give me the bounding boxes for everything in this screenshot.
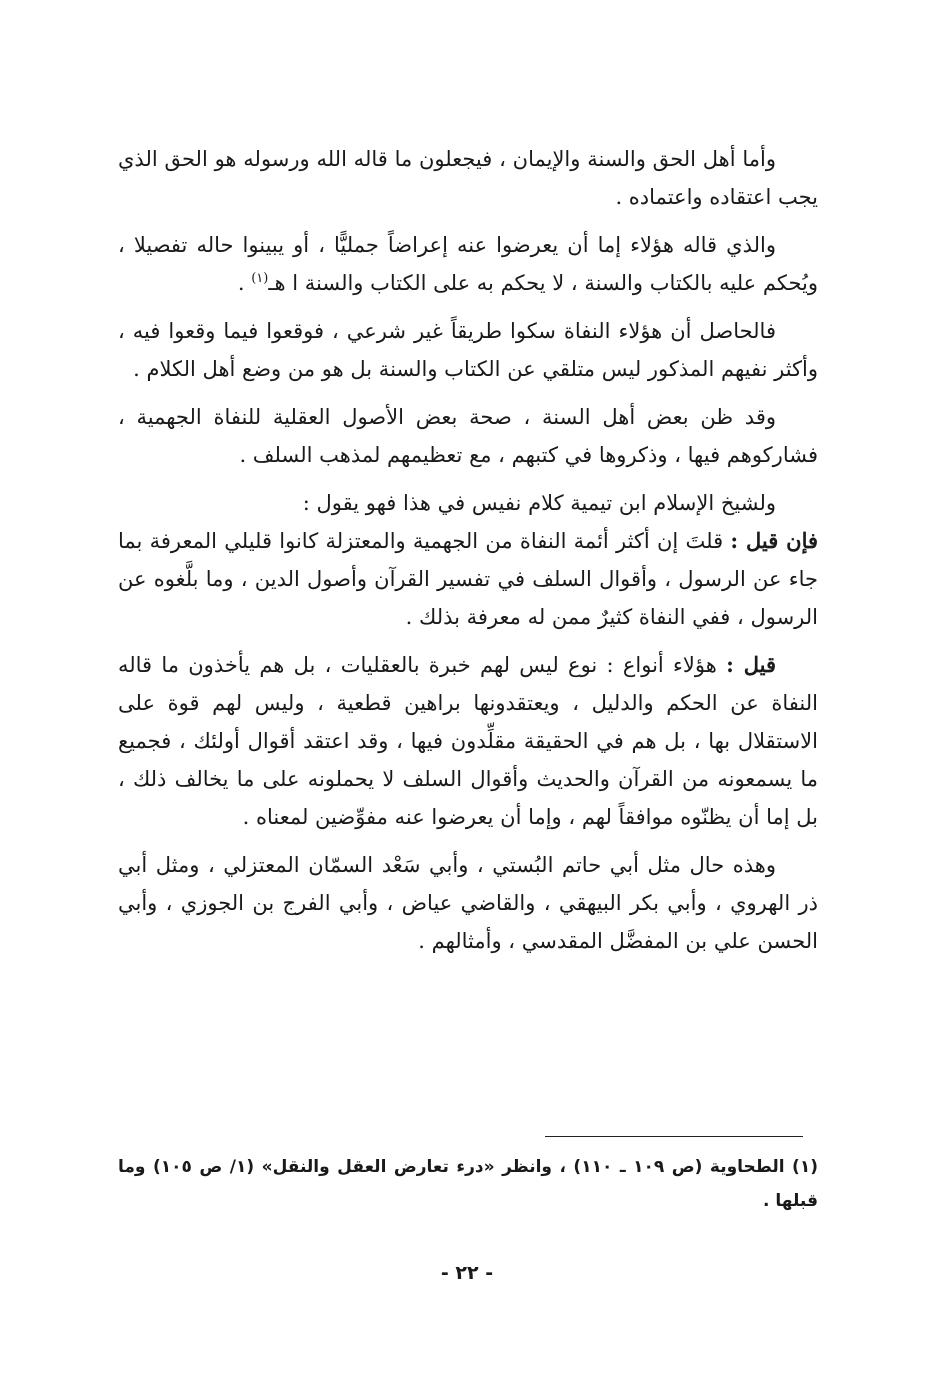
page-number: - ٢٢ - <box>440 1262 494 1284</box>
paragraph-2 <box>118 226 818 302</box>
main-text <box>118 140 818 970</box>
paragraph-7 <box>118 646 818 836</box>
paragraph-6 <box>118 522 818 636</box>
paragraph-6-text: قلتَ إن أكثر أئمة النفاة من الجهمية والمعتزلة كانوا قليلي المعرفة بما جاء عن الرسول ، وأقوال السلف في تفسير القرآن وأصول الدين ، وما بلَّغوه عن الرسول ، ففي النفاة كثيرٌ ممن له معرفة بذلك . <box>118 529 818 629</box>
paragraph-5: ولشيخ الإسلام ابن تيمية كلام نفيس في هذا فهو يقول : <box>302 491 776 515</box>
paragraph-7-lead: قيل : <box>726 652 777 677</box>
footnote-reference[interactable]: (١) <box>251 271 269 286</box>
paragraph-4: وقد ظن بعض أهل السنة ، صحة بعض الأصول العقلية للنفاة الجهمية ، فشاركوهم فيها ، وذكروها في كتبهم ، مع تعظيمهم لمذهب السلف . <box>118 405 818 467</box>
paragraph-2-end: . <box>237 271 252 295</box>
paragraph-3: فالحاصل أن هؤلاء النفاة سكوا طريقاً غير شرعي ، فوقعوا فيما وقعوا فيه ، وأكثر نفيهم المذكور ليس متلقي عن الكتاب والسنة بل هو من وضع أهل الكلام . <box>118 319 818 381</box>
footnote-divider <box>545 1136 803 1137</box>
paragraph-2-text: والذي قاله هؤلاء إما أن يعرضوا عنه إعراضاً جمليًّا ، أو يبينوا حاله تفصيلا ، ويُحكم عليه بالكتاب والسنة ، لا يحكم به على الكتاب والسنة ا هـ <box>118 233 818 295</box>
paragraph-1: وأما أهل الحق والسنة والإيمان ، فيجعلون ما قاله الله ورسوله هو الحق الذي يجب اعتقاده واعتماده . <box>118 147 818 209</box>
paragraph-8: وهذه حال مثل أبي حاتم البُستي ، وأبي سَعْد السمّان المعتزلي ، ومثل أبي ذر الهروي ، وأبي بكر البيهقي ، والقاضي عياض ، وأبي الفرج بن الجوزي ، وأبي الحسن علي بن المفضَّل المقدسي ، وأمثالهم . <box>118 853 819 953</box>
paragraph-6-lead: فإن قيل : <box>730 528 819 553</box>
footnote: (١) الطحاوية (ص ١٠٩ ـ ١١٠) ، وانظر «درء تعارض العقل والنقل» (١/ ص ١٠٥) وما قبلها . <box>118 1157 818 1211</box>
paragraph-7-text: هؤلاء أنواع : نوع ليس لهم خبرة بالعقليات ، بل هم يأخذون ما قاله النفاة عن الحكم والدليل ، ويعتقدونها براهين قطعية ، وليس لهم قوة على الاستقلال بها ، بل هم في الحقيقة مقلِّدون فيها ، وقد اعتقد أقوال أولئك ، فجميع ما يسمعونه من القرآن والحديث وأقوال السلف لا يحملونه على ما يخالف ذلك ، بل إما أن يظنّوه موافقاً لهم ، وإما أن يعرضوا عنه مفوِّضين لمعناه . <box>118 653 818 829</box>
